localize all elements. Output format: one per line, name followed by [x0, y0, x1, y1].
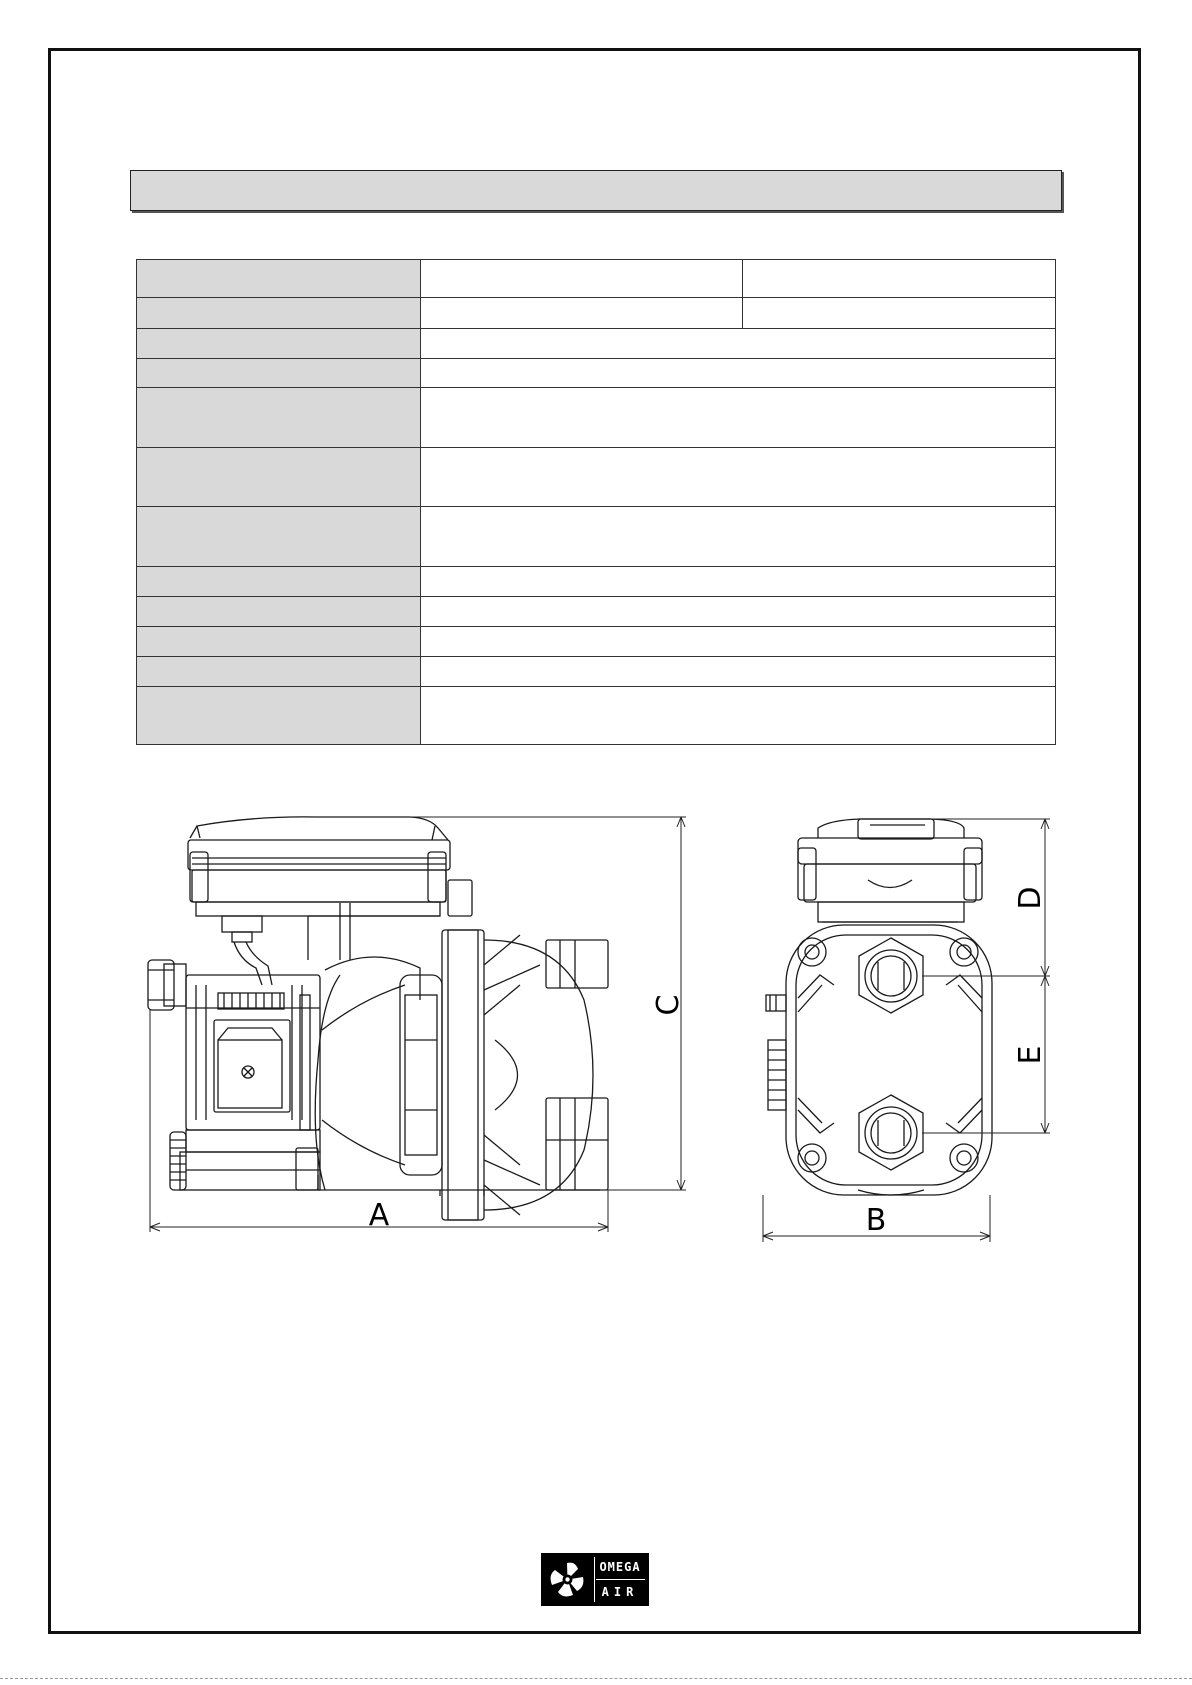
- dimension-label-b: B: [865, 1203, 887, 1238]
- logo-text-omega: OMEGA: [599, 1560, 641, 1574]
- dimension-label-d: D: [1013, 886, 1048, 910]
- dimension-label-e: E: [1013, 1045, 1048, 1065]
- logo-hline: [596, 1579, 645, 1580]
- side-view-drawing: [148, 817, 608, 1220]
- logo-divider: [594, 1557, 595, 1602]
- dimension-lines: [150, 817, 1050, 1242]
- dimension-label-a: A: [368, 1198, 390, 1233]
- front-view-drawing: [766, 819, 992, 1195]
- logo-text-air: AIR: [601, 1585, 639, 1599]
- dimension-label-c: C: [651, 994, 686, 1016]
- omega-air-logo: [541, 1553, 649, 1606]
- fan-icon: [545, 1557, 590, 1602]
